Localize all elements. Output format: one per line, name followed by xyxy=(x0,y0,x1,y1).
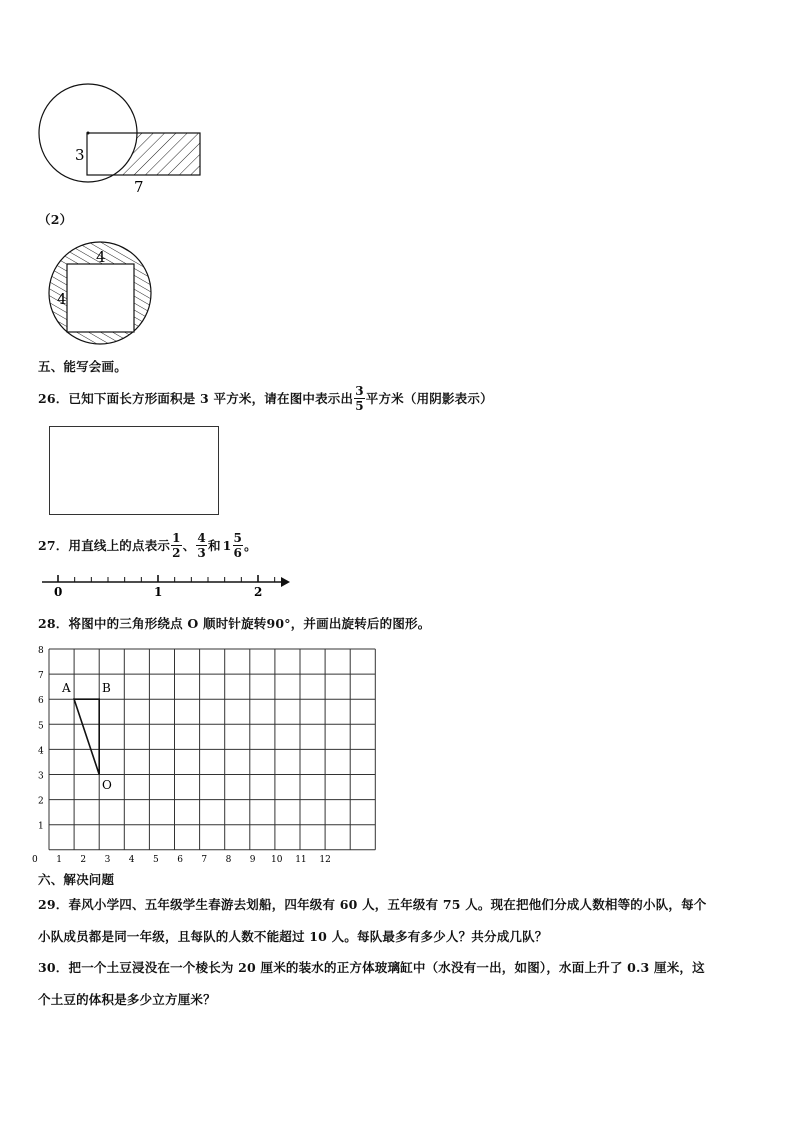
question-26 xyxy=(38,379,493,417)
q26-text-before: 26．已知下面长方形面积是 3 平方米，请在图中表示出 xyxy=(38,391,354,406)
grid-x-label: 9 xyxy=(249,854,256,865)
grid-x-label: 2 xyxy=(80,854,87,865)
grid-x-label: 1 xyxy=(56,854,62,865)
q26-fraction xyxy=(354,385,365,412)
question-28: 28．将图中的三角形绕点 O 顺时针旋转90°，并画出旋转后的图形。 xyxy=(38,616,431,631)
grid-y-label: 5 xyxy=(38,721,44,732)
point-o-label: O xyxy=(102,778,112,792)
grid-x-label: 12 xyxy=(319,854,331,865)
grid-y-label: 7 xyxy=(38,671,44,682)
coordinate-grid[interactable] xyxy=(32,645,364,865)
grid-x-label: 6 xyxy=(177,854,183,865)
triangle-shape xyxy=(74,699,99,774)
q27-frac3-num: 5 xyxy=(233,530,243,545)
question-30-line-2: 个土豆的体积是多少立方厘米？ xyxy=(38,992,216,1007)
question-29-line-2: 小队成员都是同一年级，且每队的人数不能超过 10 人。每队最多有多少人？共分成几队？ xyxy=(38,929,548,944)
square-left-label: 4 xyxy=(57,290,67,308)
q27-frac3-den: 6 xyxy=(233,545,243,560)
grid-x-label: 10 xyxy=(271,854,283,865)
circle-rectangle-figure xyxy=(30,75,215,200)
grid-x-label: 11 xyxy=(295,854,307,865)
triangle-aob xyxy=(74,699,99,774)
grid-x-label: 5 xyxy=(153,854,159,865)
grid-x-label: 8 xyxy=(225,854,232,865)
grid-x-label: 0 xyxy=(32,854,38,865)
grid-y-label: 2 xyxy=(38,796,44,807)
number-line-tick-label: 0 xyxy=(54,585,63,599)
number-line[interactable] xyxy=(38,572,298,602)
grid-lines xyxy=(49,649,375,850)
grid-x-label: 3 xyxy=(104,854,111,865)
number-line-arrow xyxy=(281,577,290,587)
section-6-title: 六、解决问题 xyxy=(38,872,115,887)
q27-text-before: 27．用直线上的点表示 xyxy=(38,538,171,553)
part-2-label: （2） xyxy=(38,212,73,227)
q27-fraction-1 xyxy=(171,532,182,559)
number-line-ticks xyxy=(58,575,275,582)
point-a-label: A xyxy=(62,681,71,695)
question-29-line-1: 29．春风小学四、五年级学生春游去划船，四年级有 60 人，五年级有 75 人。现在把他们分成人数相等的小队，每个 xyxy=(38,897,707,912)
point-b-label: B xyxy=(102,681,111,695)
q27-fraction-3 xyxy=(233,532,244,559)
inner-square xyxy=(67,264,134,332)
q27-whole: 1 xyxy=(222,537,232,553)
question-30-line-1: 30．把一个土豆浸没在一个棱长为 20 厘米的装水的正方体玻璃缸中（水没有一出，如图），水面上升了 0.3 厘米，这 xyxy=(38,960,705,975)
q27-end: 。 xyxy=(244,538,257,553)
q26-frac-den: 5 xyxy=(355,398,364,413)
grid-x-labels xyxy=(32,855,331,865)
grid-y-labels xyxy=(38,646,44,832)
q26-text-after: 平方米（用阴影表示） xyxy=(365,391,493,406)
question-27 xyxy=(38,525,257,565)
square-top-label: 4 xyxy=(96,248,106,266)
square-in-circle-figure xyxy=(45,238,160,348)
number-line-tick-label: 2 xyxy=(254,585,263,599)
bottom-length-label: 7 xyxy=(134,178,144,196)
grid-y-label: 3 xyxy=(38,771,44,782)
grid-x-label: 4 xyxy=(128,854,135,865)
q26-rectangle[interactable] xyxy=(49,426,219,515)
side-length-label: 3 xyxy=(75,146,85,164)
grid-x-label: 7 xyxy=(201,854,208,865)
grid-y-label: 6 xyxy=(38,696,44,707)
grid-y-label: 4 xyxy=(38,746,44,757)
number-line-tick-label: 1 xyxy=(154,585,163,599)
q27-sep-2: 和 xyxy=(207,538,221,553)
q27-fraction-2 xyxy=(196,532,207,559)
q27-frac1-num: 1 xyxy=(172,530,181,545)
q27-sep-1: 、 xyxy=(182,538,196,553)
number-line-labels xyxy=(54,585,262,599)
q26-frac-num: 3 xyxy=(355,383,364,398)
grid-y-label: 1 xyxy=(38,821,44,832)
grid-y-label: 8 xyxy=(38,646,44,656)
center-dot xyxy=(87,132,90,135)
section-5-title: 五、能写会画。 xyxy=(38,359,127,374)
q27-frac2-num: 4 xyxy=(197,530,206,545)
hatched-area xyxy=(87,133,200,175)
q27-frac2-den: 3 xyxy=(197,545,206,560)
q27-frac1-den: 2 xyxy=(172,545,181,560)
